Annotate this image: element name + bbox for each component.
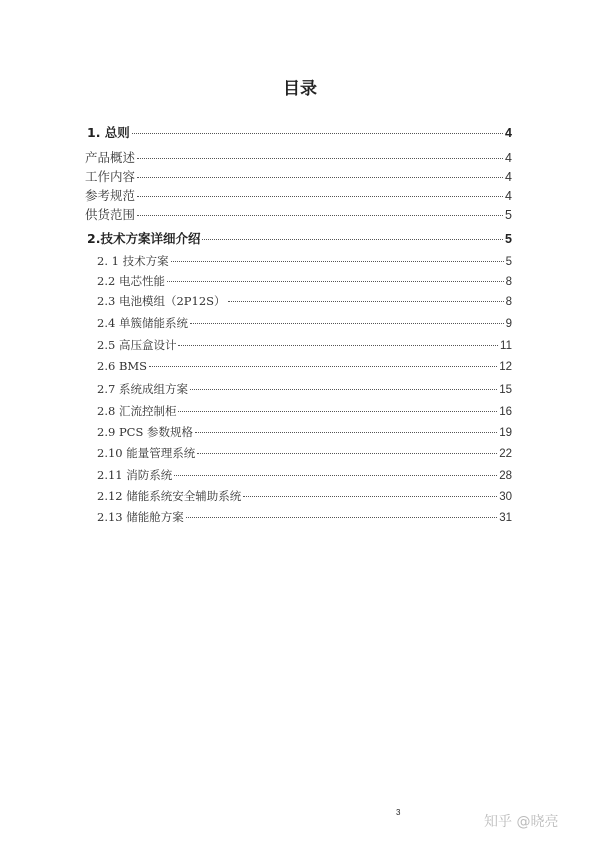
leader-dots (195, 432, 497, 433)
toc-entry-label: 参考规范 (85, 188, 136, 203)
toc-entry-label: 2.2 电芯性能 (97, 274, 165, 288)
toc-entry-page: 19 (499, 427, 512, 439)
leader-dots (137, 196, 503, 197)
toc-entry[interactable] (0, 167, 512, 185)
toc-entry-page: 5 (505, 208, 512, 222)
watermark: 知乎 @晓亮 (484, 814, 559, 830)
toc-entry[interactable] (0, 359, 512, 373)
toc-entry-page: 4 (505, 170, 512, 184)
toc-entry-label: 2.3 电池模组（2P12S） (97, 294, 226, 308)
toc-entry-label: 供货范围 (85, 207, 136, 222)
toc-entry-page: 11 (500, 340, 512, 352)
toc-entry-page: 8 (505, 296, 512, 308)
leader-dots (178, 345, 498, 346)
toc-entry-label: 2.11 消防系统 (97, 468, 173, 482)
leader-dots (197, 453, 497, 454)
leader-dots (171, 261, 504, 262)
toc-entry-label: 2.5 高压盒设计 (97, 338, 177, 352)
toc-entry-page: 4 (505, 189, 512, 203)
leader-dots (202, 239, 503, 240)
toc-entry[interactable] (0, 205, 512, 223)
toc-entry-page: 30 (499, 491, 512, 503)
toc-entry-label: 2.13 储能舱方案 (97, 510, 184, 524)
toc-entry-page: 4 (505, 126, 512, 140)
toc-entry-label: 2.技术方案详细介绍 (87, 231, 201, 246)
toc-entry-page: 9 (505, 318, 512, 330)
toc-entry[interactable] (0, 293, 512, 309)
toc-entry-page: 15 (499, 384, 512, 396)
toc-entry-label: 2.9 PCS 参数规格 (97, 425, 194, 439)
toc-entry-page: 8 (505, 276, 512, 288)
toc-entry[interactable] (0, 148, 512, 166)
leader-dots (167, 281, 504, 282)
toc-entry-page: 5 (505, 232, 512, 246)
toc-entry-label: 产品概述 (85, 150, 136, 165)
toc-entry-page: 31 (499, 512, 512, 524)
leader-dots (178, 411, 497, 412)
leader-dots (132, 133, 503, 134)
toc-entry[interactable] (0, 273, 512, 289)
leader-dots (190, 389, 497, 390)
leader-dots (228, 301, 504, 302)
page-title: 目录 (283, 79, 317, 99)
toc-entry[interactable] (0, 229, 512, 247)
toc-entry-label: 2.4 单簇储能系统 (97, 316, 188, 330)
toc-entry-label: 1. 总则 (87, 125, 130, 140)
toc-entry[interactable] (0, 403, 512, 419)
toc-entry-page: 12 (499, 361, 512, 373)
leader-dots (137, 158, 503, 159)
toc-entry[interactable] (0, 467, 512, 483)
leader-dots (186, 517, 497, 518)
toc-entry-label: 工作内容 (85, 169, 136, 184)
toc-entry[interactable] (0, 337, 512, 353)
toc-entry[interactable] (0, 509, 512, 525)
toc-entry-label: 2.12 储能系统安全辅助系统 (97, 489, 242, 503)
leader-dots (149, 366, 497, 367)
toc-entry-label: 2.10 能量管理系统 (97, 446, 196, 460)
toc-entry-page: 16 (499, 406, 512, 418)
toc-entry-page: 22 (499, 448, 512, 460)
toc-entry-label: 2.8 汇流控制柜 (97, 404, 177, 418)
page-number: 3 (396, 808, 401, 817)
toc-entry-label: 2.6 BMS (97, 359, 148, 373)
toc-entry-label: 2. 1 技术方案 (97, 254, 169, 268)
toc-entry[interactable] (0, 488, 512, 504)
toc-entry[interactable] (0, 315, 512, 331)
toc-entry-label: 2.7 系统成组方案 (97, 382, 188, 396)
toc-entry[interactable] (0, 381, 512, 397)
leader-dots (174, 475, 497, 476)
toc-entry-page: 4 (505, 151, 512, 165)
toc-entry[interactable] (0, 253, 512, 269)
leader-dots (190, 323, 504, 324)
leader-dots (137, 215, 503, 216)
leader-dots (137, 177, 503, 178)
toc-entry[interactable] (0, 424, 512, 440)
toc-entry[interactable] (0, 186, 512, 204)
leader-dots (243, 496, 497, 497)
toc-entry[interactable] (0, 123, 512, 141)
toc-entry-page: 28 (499, 470, 512, 482)
toc-entry[interactable] (0, 445, 512, 461)
toc-entry-page: 5 (505, 256, 512, 268)
